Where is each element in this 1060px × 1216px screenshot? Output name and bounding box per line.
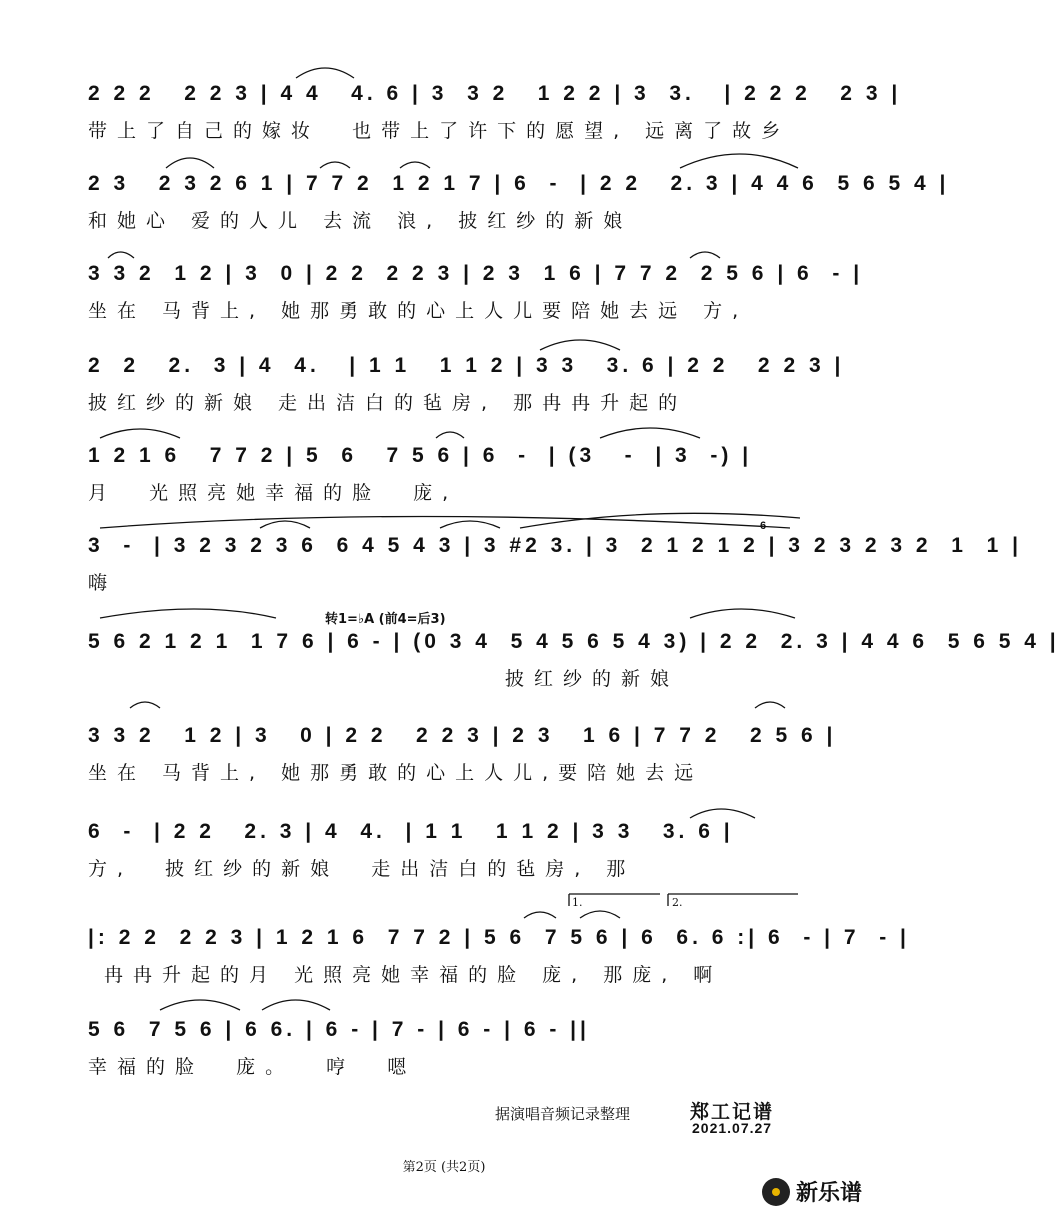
grace-note: 6 <box>760 520 767 532</box>
notation: 3 3 2 1 2 | 3 0 | 2 2 2 2 3 | 2 3 1 6 | 7 7 2 2 5 6 | 6 - | <box>88 262 864 285</box>
lyrics: 冉冉升起的月 光照亮她幸福的脸 庞, 那庞, 啊 <box>88 964 723 986</box>
lyrics: 方, 披红纱的新娘 走出洁白的毡房, 那 <box>88 858 636 880</box>
lyrics: 坐在 马背上, 她那勇敢的心上人儿要陪她去远 方, <box>88 300 749 322</box>
volta-2-label: 2. <box>672 896 683 909</box>
notation: 3 3 2 1 2 | 3 0 | 2 2 2 2 3 | 2 3 1 6 | 7 7 2 2 5 6 | <box>88 724 837 747</box>
page-number: 第2页 (共2页) <box>402 1160 486 1175</box>
music-line-1 <box>88 80 902 144</box>
lyrics: 带上了自己的嫁妆 也带上了许下的愿望, 远离了故乡 <box>88 120 791 142</box>
credit-text: 据演唱音频记录整理 <box>495 1105 631 1123</box>
notation: |: 2 2 2 2 3 | 1 2 1 6 7 7 2 | 5 6 7 5 6 | 6 6. 6 :| 6 - | 7 - | <box>88 926 910 949</box>
music-line-3 <box>88 260 864 324</box>
arranger-signature: 郑工记谱 <box>690 1101 775 1123</box>
key-change-marker: 转1=♭A (前4=后3) <box>325 612 446 627</box>
logo-text: 新乐谱 <box>796 1181 863 1206</box>
lyrics: 月 光照亮她幸福的脸 庞, <box>88 482 459 504</box>
music-line-4 <box>88 352 845 416</box>
disc-icon <box>762 1178 790 1206</box>
music-line-8 <box>88 722 837 786</box>
notation: 2 2 2. 3 | 4 4. | 1 1 1 1 2 | 3 3 3. 6 | 2 2 2 2 3 | <box>88 354 845 377</box>
notation: 2 3 2 3 2 6 1 | 7 7 2 1 2 1 7 | 6 - | 2 2 2. 3 | 4 4 6 5 6 5 4 | <box>88 172 950 195</box>
music-line-2 <box>88 170 950 234</box>
music-line-10 <box>88 924 910 988</box>
notation: 1 2 1 6 7 7 2 | 5 6 7 5 6 | 6 - | (3 - | 3 -) | <box>88 444 753 467</box>
music-line-11 <box>88 1016 808 1080</box>
notation: 3 - | 3 2 3 2 3 6 6 4 5 4 3 | 3 #2 3. | 3 2 1 2 1 2 | 3 2 3 2 3 2 1 1 | <box>88 534 1022 557</box>
site-logo[interactable] <box>762 1176 862 1207</box>
notation: 5 6 2 1 2 1 1 7 6 | 6 - | (0 3 4 5 4 5 6 5 4 3) | 2 2 2. 3 | 4 4 6 5 6 5 4 | <box>88 630 1060 653</box>
lyrics: 幸福的脸 庞。 哼 嗯 <box>88 1056 417 1078</box>
lyrics: 披红纱的新娘 <box>88 668 680 690</box>
notation: 5 6 7 5 6 | 6 6. | 6 - | 7 - | 6 - | 6 - || <box>88 1018 590 1041</box>
notation: 6 - | 2 2 2. 3 | 4 4. | 1 1 1 1 2 | 3 3 3. 6 | <box>88 820 734 843</box>
music-line-5 <box>88 442 808 506</box>
lyrics: 嗨 <box>88 572 118 594</box>
lyrics: 披红纱的新娘 走出洁白的毡房, 那冉冉升起的 <box>88 392 688 414</box>
music-line-9 <box>88 818 808 882</box>
date-text: 2021.07.27 <box>692 1120 773 1136</box>
music-line-6 <box>88 532 1022 596</box>
notation: 2 2 2 2 2 3 | 4 4 4. 6 | 3 3 2 1 2 2 | 3 3. | 2 2 2 2 3 | <box>88 82 902 105</box>
lyrics: 坐在 马背上, 她那勇敢的心上人儿,要陪她去远 <box>88 762 704 784</box>
lyrics: 和她心 爱的人儿 去流 浪, 披红纱的新娘 <box>88 210 633 232</box>
music-line-7 <box>88 628 1060 692</box>
volta-1-label: 1. <box>572 896 583 909</box>
